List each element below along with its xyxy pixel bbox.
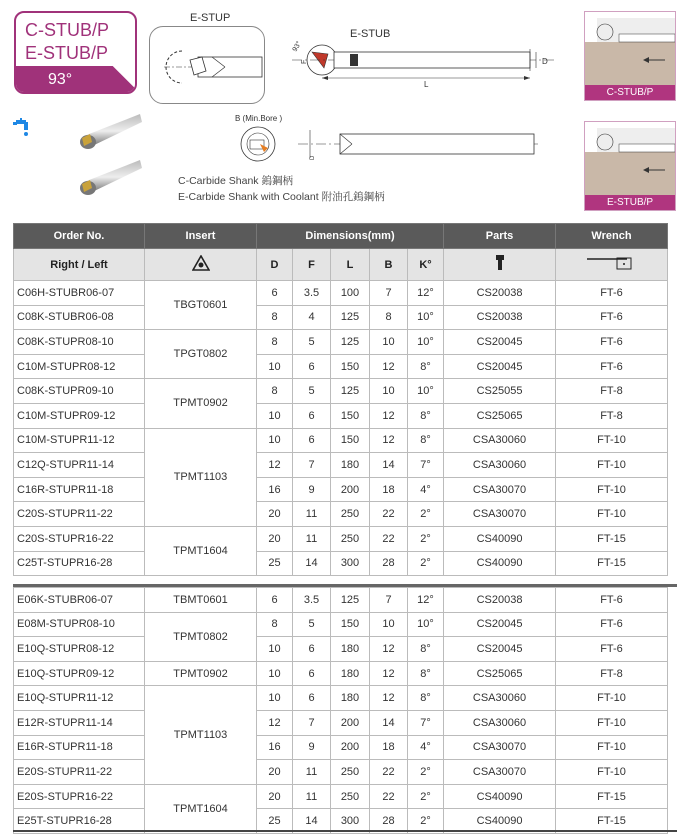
cell-f: 11 bbox=[293, 502, 331, 527]
side-box-c-label: C-STUB/P bbox=[585, 85, 675, 100]
cell-f: 3.5 bbox=[293, 588, 331, 613]
cell-b: 12 bbox=[370, 637, 408, 662]
cell-wrench: FT-10 bbox=[556, 710, 668, 735]
cell-d: 10 bbox=[257, 428, 293, 453]
side-box-e-stub bbox=[584, 121, 676, 211]
cell-insert: TBMT0601 bbox=[145, 588, 257, 613]
table-row bbox=[14, 502, 668, 527]
cell-f: 3.5 bbox=[293, 281, 331, 306]
cell-l: 180 bbox=[331, 637, 370, 662]
cell-insert: TPMT0902 bbox=[145, 661, 257, 686]
cell-f: 9 bbox=[293, 477, 331, 502]
cell-k: 4° bbox=[408, 477, 444, 502]
coolant-faucet-icon bbox=[13, 118, 31, 138]
cell-l: 200 bbox=[331, 477, 370, 502]
header-parts: Parts bbox=[444, 224, 556, 249]
cell-k: 8° bbox=[408, 661, 444, 686]
cell-parts: CS40090 bbox=[444, 784, 556, 809]
cell-f: 11 bbox=[293, 526, 331, 551]
cell-l: 250 bbox=[331, 526, 370, 551]
cell-f: 6 bbox=[293, 403, 331, 428]
cell-b: 14 bbox=[370, 710, 408, 735]
cell-parts: CSA30070 bbox=[444, 477, 556, 502]
cell-l: 150 bbox=[331, 403, 370, 428]
cell-parts: CS20045 bbox=[444, 637, 556, 662]
cell-l: 250 bbox=[331, 784, 370, 809]
cell-wrench: FT-8 bbox=[556, 403, 668, 428]
cell-order: C08K-STUBR06-08 bbox=[14, 305, 145, 330]
cell-wrench: FT-10 bbox=[556, 428, 668, 453]
cell-d: 20 bbox=[257, 526, 293, 551]
subheader-b: B bbox=[370, 249, 408, 281]
cell-f: 7 bbox=[293, 710, 331, 735]
cell-f: 5 bbox=[293, 379, 331, 404]
cell-wrench: FT-6 bbox=[556, 330, 668, 355]
cell-wrench: FT-6 bbox=[556, 588, 668, 613]
cell-d: 6 bbox=[257, 588, 293, 613]
cell-b: 12 bbox=[370, 661, 408, 686]
cell-order: E06K-STUBR06-07 bbox=[14, 588, 145, 613]
cell-b: 18 bbox=[370, 735, 408, 760]
table-row bbox=[14, 760, 668, 785]
table-row bbox=[14, 735, 668, 760]
subheader-d: D bbox=[257, 249, 293, 281]
cell-d: 6 bbox=[257, 281, 293, 306]
cell-order: E08M-STUPR08-10 bbox=[14, 612, 145, 637]
cell-k: 2° bbox=[408, 809, 444, 834]
header-insert: Insert bbox=[145, 224, 257, 249]
cell-wrench: FT-8 bbox=[556, 379, 668, 404]
cell-wrench: FT-10 bbox=[556, 453, 668, 478]
cell-b: 18 bbox=[370, 477, 408, 502]
cell-insert: TPMT1103 bbox=[145, 686, 257, 784]
cell-parts: CSA30060 bbox=[444, 710, 556, 735]
cell-order: C08K-STUPR08-10 bbox=[14, 330, 145, 355]
subheader-l: L bbox=[331, 249, 370, 281]
cell-parts: CSA30060 bbox=[444, 453, 556, 478]
cell-f: 14 bbox=[293, 809, 331, 834]
table-row bbox=[14, 612, 668, 637]
cell-insert: TPGT0802 bbox=[145, 330, 257, 379]
header-wrench: Wrench bbox=[556, 224, 668, 249]
table-row bbox=[14, 477, 668, 502]
cell-l: 150 bbox=[331, 428, 370, 453]
side-box-c-stub bbox=[584, 11, 676, 101]
cell-wrench: FT-10 bbox=[556, 760, 668, 785]
cell-l: 125 bbox=[331, 330, 370, 355]
min-bore-dim-d: D bbox=[310, 155, 316, 160]
cell-b: 10 bbox=[370, 379, 408, 404]
cell-parts: CSA30070 bbox=[444, 502, 556, 527]
cell-b: 10 bbox=[370, 330, 408, 355]
cell-b: 12 bbox=[370, 354, 408, 379]
cell-d: 10 bbox=[257, 686, 293, 711]
wrench-icon bbox=[556, 249, 668, 281]
cell-order: E10Q-STUPR11-12 bbox=[14, 686, 145, 711]
estub-dim-l: L bbox=[424, 80, 429, 89]
header-order: Order No. bbox=[14, 224, 145, 249]
cell-d: 12 bbox=[257, 710, 293, 735]
spec-table-c bbox=[13, 223, 668, 576]
badge-line1: C-STUB/P bbox=[25, 20, 110, 40]
cell-d: 8 bbox=[257, 305, 293, 330]
cell-l: 180 bbox=[331, 661, 370, 686]
cell-k: 2° bbox=[408, 551, 444, 576]
cell-insert: TPMT0902 bbox=[145, 379, 257, 428]
spec-table-e bbox=[13, 587, 668, 834]
cell-b: 28 bbox=[370, 809, 408, 834]
table-row bbox=[14, 453, 668, 478]
cell-l: 125 bbox=[331, 379, 370, 404]
cell-wrench: FT-6 bbox=[556, 612, 668, 637]
cell-order: E10Q-STUPR09-12 bbox=[14, 661, 145, 686]
cell-f: 5 bbox=[293, 612, 331, 637]
cell-f: 11 bbox=[293, 760, 331, 785]
cell-f: 11 bbox=[293, 784, 331, 809]
cell-insert: TPMT1604 bbox=[145, 784, 257, 833]
cell-f: 4 bbox=[293, 305, 331, 330]
table-row bbox=[14, 710, 668, 735]
caption-line2: E-Carbide Shank with Coolant 附油孔鎢鋼柄 bbox=[178, 191, 385, 203]
cell-order: C10M-STUPR11-12 bbox=[14, 428, 145, 453]
cell-f: 14 bbox=[293, 551, 331, 576]
cell-d: 10 bbox=[257, 354, 293, 379]
cell-d: 25 bbox=[257, 809, 293, 834]
cell-parts: CSA30060 bbox=[444, 428, 556, 453]
bottom-rule bbox=[13, 830, 677, 832]
cell-wrench: FT-10 bbox=[556, 686, 668, 711]
estub-dim-d: D bbox=[542, 57, 548, 66]
table-row bbox=[14, 330, 668, 355]
cell-b: 7 bbox=[370, 588, 408, 613]
cell-l: 200 bbox=[331, 710, 370, 735]
cell-order: E25T-STUPR16-28 bbox=[14, 809, 145, 834]
cell-d: 10 bbox=[257, 637, 293, 662]
estup-diagram bbox=[149, 26, 265, 104]
cell-l: 180 bbox=[331, 686, 370, 711]
cell-f: 6 bbox=[293, 354, 331, 379]
cell-wrench: FT-6 bbox=[556, 281, 668, 306]
header-dimensions: Dimensions(mm) bbox=[257, 224, 444, 249]
cell-wrench: FT-15 bbox=[556, 784, 668, 809]
cell-l: 100 bbox=[331, 281, 370, 306]
cell-d: 8 bbox=[257, 330, 293, 355]
cell-k: 7° bbox=[408, 453, 444, 478]
cell-order: E12R-STUPR11-14 bbox=[14, 710, 145, 735]
cell-f: 6 bbox=[293, 686, 331, 711]
cell-k: 7° bbox=[408, 710, 444, 735]
cell-insert: TBGT0601 bbox=[145, 281, 257, 330]
table-row bbox=[14, 784, 668, 809]
cell-l: 300 bbox=[331, 809, 370, 834]
cell-d: 12 bbox=[257, 453, 293, 478]
cell-k: 10° bbox=[408, 305, 444, 330]
cell-wrench: FT-15 bbox=[556, 809, 668, 834]
cell-d: 20 bbox=[257, 784, 293, 809]
cell-order: C10M-STUPR09-12 bbox=[14, 403, 145, 428]
cell-l: 250 bbox=[331, 502, 370, 527]
cell-f: 5 bbox=[293, 330, 331, 355]
cell-parts: CS20038 bbox=[444, 281, 556, 306]
cell-parts: CS25055 bbox=[444, 379, 556, 404]
cell-k: 8° bbox=[408, 403, 444, 428]
table-row bbox=[14, 686, 668, 711]
cell-parts: CS20038 bbox=[444, 305, 556, 330]
table-row bbox=[14, 281, 668, 306]
cell-insert: TPMT1604 bbox=[145, 526, 257, 575]
cell-k: 4° bbox=[408, 735, 444, 760]
cell-wrench: FT-15 bbox=[556, 526, 668, 551]
cell-wrench: FT-10 bbox=[556, 735, 668, 760]
table-row bbox=[14, 526, 668, 551]
cell-wrench: FT-6 bbox=[556, 637, 668, 662]
cell-d: 10 bbox=[257, 403, 293, 428]
cell-order: C08K-STUPR09-10 bbox=[14, 379, 145, 404]
cell-parts: CS40090 bbox=[444, 526, 556, 551]
cell-order: C20S-STUPR11-22 bbox=[14, 502, 145, 527]
cell-k: 12° bbox=[408, 588, 444, 613]
cell-wrench: FT-10 bbox=[556, 502, 668, 527]
cell-wrench: FT-10 bbox=[556, 477, 668, 502]
cell-wrench: FT-6 bbox=[556, 354, 668, 379]
table-row bbox=[14, 354, 668, 379]
cell-b: 22 bbox=[370, 526, 408, 551]
cell-order: C16R-STUPR11-18 bbox=[14, 477, 145, 502]
cell-parts: CS20045 bbox=[444, 354, 556, 379]
cell-l: 125 bbox=[331, 305, 370, 330]
cell-d: 20 bbox=[257, 760, 293, 785]
cell-b: 7 bbox=[370, 281, 408, 306]
cell-f: 6 bbox=[293, 637, 331, 662]
cell-l: 150 bbox=[331, 612, 370, 637]
cell-order: E20S-STUPR11-22 bbox=[14, 760, 145, 785]
cell-wrench: FT-15 bbox=[556, 551, 668, 576]
cell-k: 10° bbox=[408, 330, 444, 355]
cell-l: 300 bbox=[331, 551, 370, 576]
cell-order: C06H-STUBR06-07 bbox=[14, 281, 145, 306]
table-row bbox=[14, 428, 668, 453]
cell-f: 9 bbox=[293, 735, 331, 760]
cell-d: 25 bbox=[257, 551, 293, 576]
cell-k: 8° bbox=[408, 637, 444, 662]
cell-insert: TPMT0802 bbox=[145, 612, 257, 661]
cell-l: 180 bbox=[331, 453, 370, 478]
subheader-k: K° bbox=[408, 249, 444, 281]
cell-l: 250 bbox=[331, 760, 370, 785]
cell-parts: CS20045 bbox=[444, 612, 556, 637]
estub-drawing-icon bbox=[292, 36, 560, 96]
cell-f: 7 bbox=[293, 453, 331, 478]
cell-k: 2° bbox=[408, 760, 444, 785]
cell-b: 12 bbox=[370, 403, 408, 428]
cell-parts: CSA30060 bbox=[444, 686, 556, 711]
cell-b: 10 bbox=[370, 612, 408, 637]
estub-label: E-STUB bbox=[350, 28, 391, 40]
table-row bbox=[14, 305, 668, 330]
cell-parts: CS25065 bbox=[444, 403, 556, 428]
screw-icon bbox=[444, 249, 556, 281]
cell-k: 8° bbox=[408, 686, 444, 711]
cell-parts: CS20038 bbox=[444, 588, 556, 613]
cell-order: C10M-STUPR08-12 bbox=[14, 354, 145, 379]
cell-b: 22 bbox=[370, 502, 408, 527]
min-bore-drawing-icon bbox=[228, 122, 542, 170]
cell-d: 16 bbox=[257, 735, 293, 760]
cell-k: 2° bbox=[408, 526, 444, 551]
cell-l: 125 bbox=[331, 588, 370, 613]
subheader-right-left: Right / Left bbox=[14, 249, 145, 281]
cell-k: 10° bbox=[408, 612, 444, 637]
cell-wrench: FT-6 bbox=[556, 305, 668, 330]
cell-parts: CS40090 bbox=[444, 551, 556, 576]
cell-d: 10 bbox=[257, 661, 293, 686]
cell-k: 8° bbox=[408, 428, 444, 453]
cell-k: 12° bbox=[408, 281, 444, 306]
cell-b: 12 bbox=[370, 686, 408, 711]
cell-b: 22 bbox=[370, 760, 408, 785]
cell-b: 28 bbox=[370, 551, 408, 576]
cell-parts: CS25065 bbox=[444, 661, 556, 686]
badge-line2: E-STUB/P bbox=[25, 43, 109, 63]
side-box-c-drawing-icon bbox=[585, 12, 675, 85]
table-row bbox=[14, 403, 668, 428]
cell-b: 12 bbox=[370, 428, 408, 453]
cell-order: E20S-STUPR16-22 bbox=[14, 784, 145, 809]
cell-order: E16R-STUPR11-18 bbox=[14, 735, 145, 760]
caption-line1: C-Carbide Shank 鎢鋼柄 bbox=[178, 175, 293, 187]
cell-d: 20 bbox=[257, 502, 293, 527]
cell-parts: CSA30070 bbox=[444, 760, 556, 785]
side-box-e-drawing-icon bbox=[585, 122, 675, 195]
cell-order: C25T-STUPR16-28 bbox=[14, 551, 145, 576]
min-bore-label: B (Min.Bore ) bbox=[235, 114, 283, 123]
cell-k: 10° bbox=[408, 379, 444, 404]
tool-photo-c bbox=[76, 112, 142, 152]
cell-b: 8 bbox=[370, 305, 408, 330]
cell-f: 6 bbox=[293, 428, 331, 453]
cell-b: 14 bbox=[370, 453, 408, 478]
subheader-f: F bbox=[293, 249, 331, 281]
table-row bbox=[14, 588, 668, 613]
table-row bbox=[14, 637, 668, 662]
badge-angle: 93° bbox=[48, 71, 73, 88]
cell-k: 8° bbox=[408, 354, 444, 379]
estub-angle: 93° bbox=[292, 40, 304, 53]
cell-insert: TPMT1103 bbox=[145, 428, 257, 526]
product-badge bbox=[14, 11, 137, 94]
table-row bbox=[14, 661, 668, 686]
cell-d: 16 bbox=[257, 477, 293, 502]
side-box-e-label: E-STUB/P bbox=[585, 195, 675, 210]
cell-f: 6 bbox=[293, 661, 331, 686]
cell-parts: CS40090 bbox=[444, 809, 556, 834]
cell-k: 2° bbox=[408, 784, 444, 809]
estup-drawing-icon bbox=[150, 27, 264, 103]
cell-parts: CS20045 bbox=[444, 330, 556, 355]
cell-wrench: FT-8 bbox=[556, 661, 668, 686]
cell-l: 200 bbox=[331, 735, 370, 760]
cell-order: E10Q-STUPR08-12 bbox=[14, 637, 145, 662]
cell-b: 22 bbox=[370, 784, 408, 809]
estub-dim-f: F bbox=[301, 59, 308, 64]
cell-l: 150 bbox=[331, 354, 370, 379]
cell-d: 8 bbox=[257, 612, 293, 637]
cell-order: C20S-STUPR16-22 bbox=[14, 526, 145, 551]
tool-photo-e bbox=[76, 158, 142, 198]
cell-parts: CSA30070 bbox=[444, 735, 556, 760]
table-row bbox=[14, 551, 668, 576]
table-row bbox=[14, 379, 668, 404]
cell-order: C12Q-STUPR11-14 bbox=[14, 453, 145, 478]
insert-icon bbox=[145, 249, 257, 281]
cell-k: 2° bbox=[408, 502, 444, 527]
estup-label: E-STUP bbox=[190, 12, 231, 24]
cell-d: 8 bbox=[257, 379, 293, 404]
